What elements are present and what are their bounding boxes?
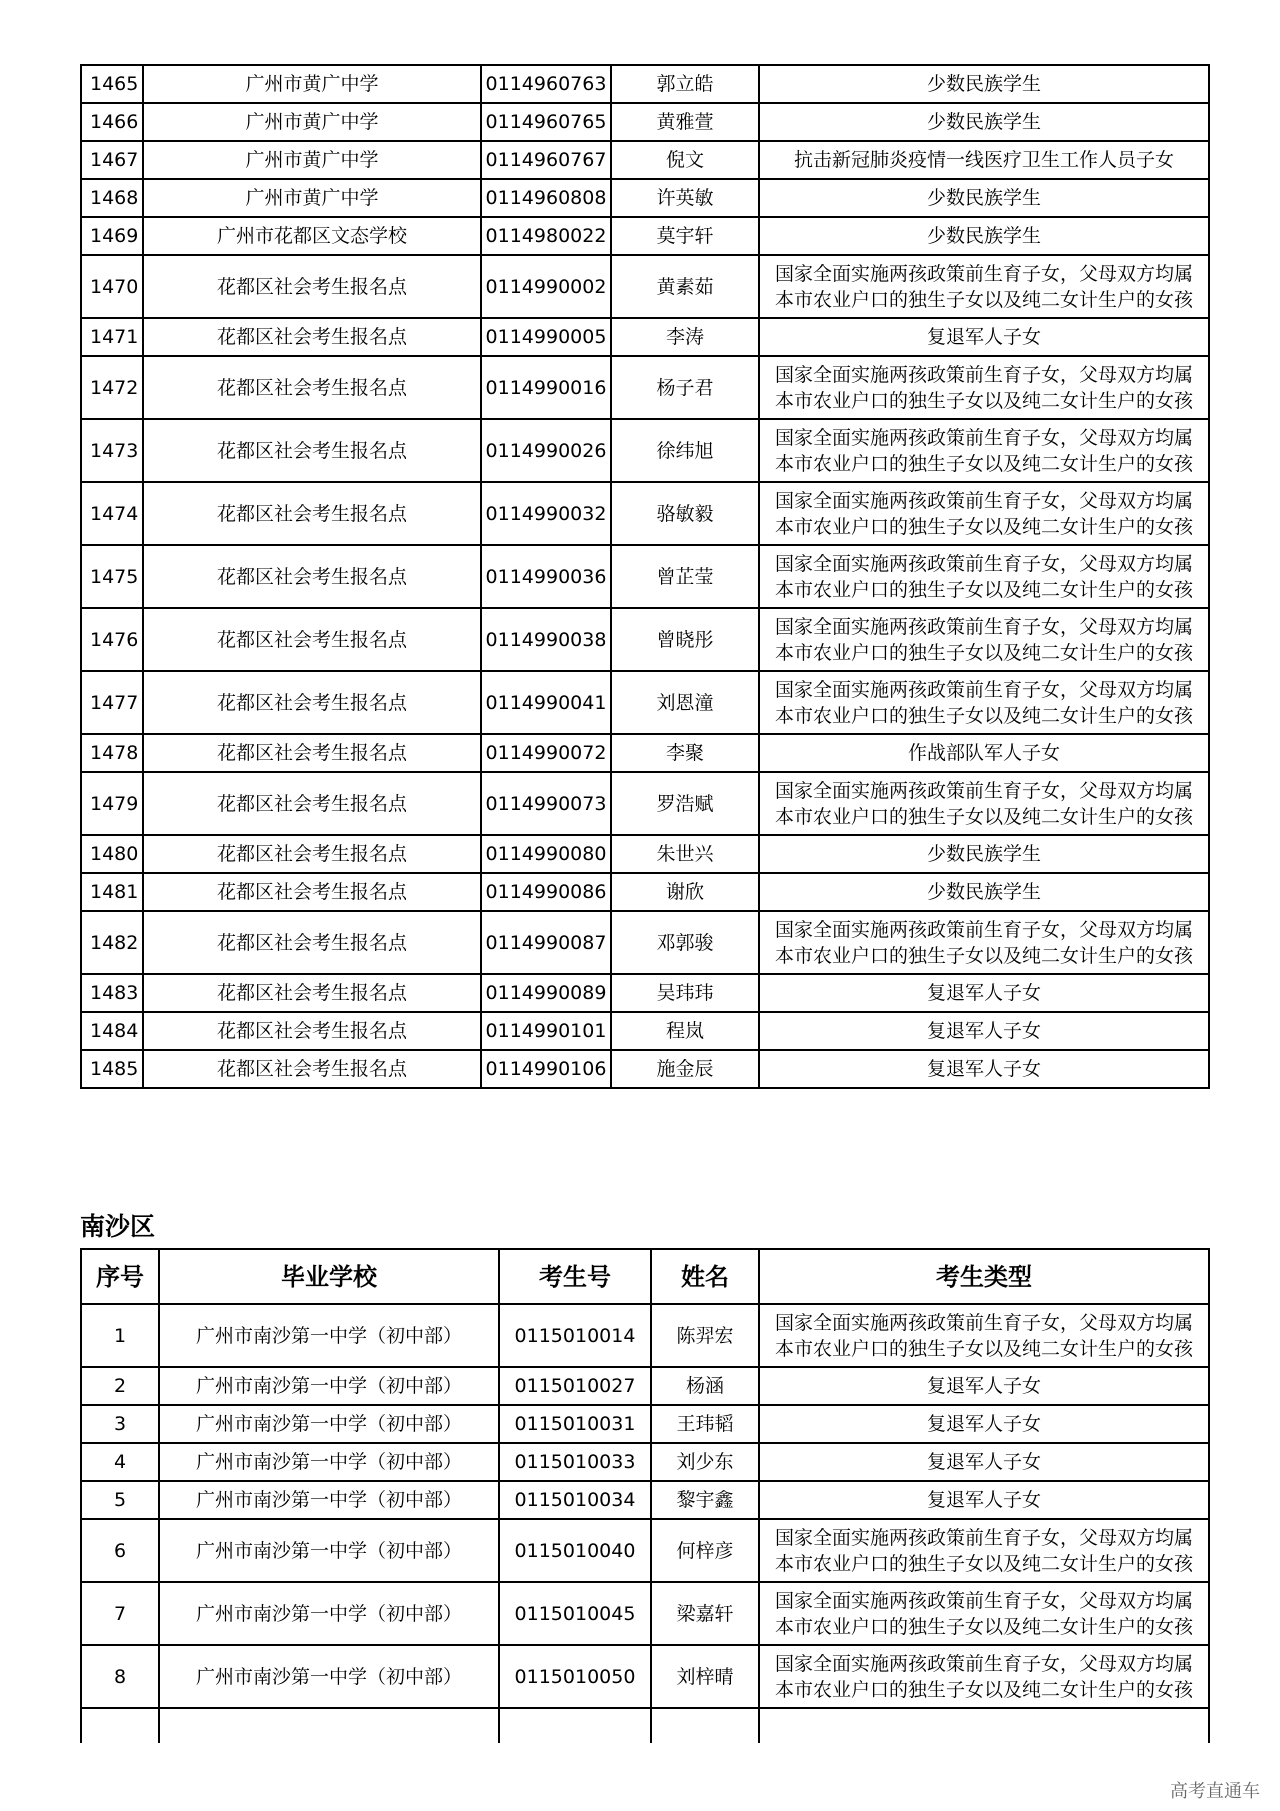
type-line: 本市农业户口的独生子女以及纯二女计生户的女孩 [774, 1552, 1193, 1575]
cell-school: 广州市黄广中学 [143, 141, 481, 179]
type-line: 作战部队军人子女 [907, 742, 1060, 764]
cell-id: 0114990089 [481, 974, 611, 1012]
cell-school: 花都区社会考生报名点 [143, 974, 481, 1012]
cell-id: 0114990026 [481, 419, 611, 482]
cell-name: 骆敏毅 [611, 482, 759, 545]
type-line: 本市农业户口的独生子女以及纯二女计生户的女孩 [774, 1337, 1193, 1360]
type-line: 复退军人子女 [926, 1375, 1041, 1397]
cell-type [759, 1050, 1209, 1088]
cell-name: 王玮韬 [651, 1405, 759, 1443]
type-line: 复退军人子女 [926, 1413, 1041, 1435]
cell-no: 1481 [81, 873, 143, 911]
cell-no: 1485 [81, 1050, 143, 1088]
cell-type [759, 1582, 1209, 1645]
type-line: 国家全面实施两孩政策前生育子女，父母双方均属 [774, 918, 1193, 941]
cell-type [759, 318, 1209, 356]
table-row [81, 1582, 1209, 1645]
cell-type [759, 545, 1209, 608]
cell-id: 0114990101 [481, 1012, 611, 1050]
cell-type [759, 103, 1209, 141]
cell-name: 谢欣 [611, 873, 759, 911]
cell-school: 花都区社会考生报名点 [143, 873, 481, 911]
cell-school: 广州市黄广中学 [143, 179, 481, 217]
cell-type [759, 734, 1209, 772]
cell-school: 广州市黄广中学 [143, 65, 481, 103]
cell-id: 0114960808 [481, 179, 611, 217]
type-line: 国家全面实施两孩政策前生育子女，父母双方均属 [774, 678, 1193, 701]
cell-school: 花都区社会考生报名点 [143, 608, 481, 671]
cell-name: 陈羿宏 [651, 1304, 759, 1367]
cell-id: 0114960765 [481, 103, 611, 141]
cell-school: 花都区社会考生报名点 [143, 545, 481, 608]
cell-id: 0115010045 [499, 1582, 651, 1645]
cell-name: 黎宇鑫 [651, 1481, 759, 1519]
type-line: 国家全面实施两孩政策前生育子女，父母双方均属 [774, 552, 1193, 575]
type-line: 本市农业户口的独生子女以及纯二女计生户的女孩 [774, 1678, 1193, 1701]
cell-school: 花都区社会考生报名点 [143, 1050, 481, 1088]
cell-no: 1472 [81, 356, 143, 419]
cell-no: 1471 [81, 318, 143, 356]
cell-school: 花都区社会考生报名点 [143, 772, 481, 835]
cell-type [759, 1519, 1209, 1582]
empty-cell [651, 1708, 759, 1743]
type-line: 本市农业户口的独生子女以及纯二女计生户的女孩 [774, 805, 1193, 828]
table-body [81, 1304, 1209, 1743]
cell-id: 0114990080 [481, 835, 611, 873]
cell-no: 1475 [81, 545, 143, 608]
cell-name: 倪文 [611, 141, 759, 179]
type-line: 国家全面实施两孩政策前生育子女，父母双方均属 [774, 426, 1193, 449]
cell-type [759, 1367, 1209, 1405]
table-row [81, 1367, 1209, 1405]
table-row [81, 1443, 1209, 1481]
header-name: 姓名 [651, 1249, 759, 1304]
cell-type [759, 419, 1209, 482]
cell-school: 广州市南沙第一中学（初中部） [159, 1405, 499, 1443]
cell-name: 刘少东 [651, 1443, 759, 1481]
cell-no: 1474 [81, 482, 143, 545]
type-line: 国家全面实施两孩政策前生育子女，父母双方均属 [774, 1652, 1193, 1675]
cell-name: 刘梓晴 [651, 1645, 759, 1708]
type-line: 国家全面实施两孩政策前生育子女，父母双方均属 [774, 363, 1193, 386]
watermark-text: 高考直通车 [1170, 1781, 1260, 1802]
cell-no: 1465 [81, 65, 143, 103]
cell-type [759, 608, 1209, 671]
type-line: 本市农业户口的独生子女以及纯二女计生户的女孩 [774, 641, 1193, 664]
cell-type [759, 217, 1209, 255]
type-line: 国家全面实施两孩政策前生育子女，父母双方均属 [774, 615, 1193, 638]
cell-school: 广州市黄广中学 [143, 103, 481, 141]
cell-school: 花都区社会考生报名点 [143, 419, 481, 482]
header-no: 序号 [81, 1249, 159, 1304]
header-type: 考生类型 [759, 1249, 1209, 1304]
type-line: 复退军人子女 [926, 982, 1041, 1004]
cell-name: 徐纬旭 [611, 419, 759, 482]
cell-type [759, 873, 1209, 911]
type-line: 本市农业户口的独生子女以及纯二女计生户的女孩 [774, 578, 1193, 601]
cell-no: 8 [81, 1645, 159, 1708]
table-row [81, 141, 1209, 179]
table-row [81, 217, 1209, 255]
cell-name: 许英敏 [611, 179, 759, 217]
type-line: 本市农业户口的独生子女以及纯二女计生户的女孩 [774, 288, 1193, 311]
table-row [81, 65, 1209, 103]
district-table-nansha [80, 1248, 1210, 1743]
type-line: 国家全面实施两孩政策前生育子女，父母双方均属 [774, 1589, 1193, 1612]
cell-id: 0115010033 [499, 1443, 651, 1481]
cell-no: 1468 [81, 179, 143, 217]
cell-no: 1477 [81, 671, 143, 734]
table-row [81, 1304, 1209, 1367]
empty-cell [499, 1708, 651, 1743]
cell-name: 杨涵 [651, 1367, 759, 1405]
cell-school: 广州市南沙第一中学（初中部） [159, 1367, 499, 1405]
cell-name: 刘恩潼 [611, 671, 759, 734]
cell-no: 1483 [81, 974, 143, 1012]
cell-name: 黄雅萱 [611, 103, 759, 141]
table-row [81, 103, 1209, 141]
cell-type [759, 1443, 1209, 1481]
cell-name: 邓郭骏 [611, 911, 759, 974]
table-row [81, 318, 1209, 356]
cell-type [759, 179, 1209, 217]
header-school: 毕业学校 [159, 1249, 499, 1304]
cell-name: 梁嘉轩 [651, 1582, 759, 1645]
cell-no: 7 [81, 1582, 159, 1645]
table-row [81, 772, 1209, 835]
type-line: 国家全面实施两孩政策前生育子女，父母双方均属 [774, 779, 1193, 802]
table-row [81, 1405, 1209, 1443]
cell-no: 1480 [81, 835, 143, 873]
table-row [81, 1481, 1209, 1519]
type-line: 复退军人子女 [926, 326, 1041, 348]
empty-cell [81, 1708, 159, 1743]
header-id: 考生号 [499, 1249, 651, 1304]
cell-school: 广州市南沙第一中学（初中部） [159, 1645, 499, 1708]
cell-name: 李聚 [611, 734, 759, 772]
cell-no: 1470 [81, 255, 143, 318]
cell-name: 莫宇轩 [611, 217, 759, 255]
cell-no: 4 [81, 1443, 159, 1481]
cell-type [759, 255, 1209, 318]
table-row [81, 608, 1209, 671]
cell-school: 广州市南沙第一中学（初中部） [159, 1519, 499, 1582]
cell-type [759, 974, 1209, 1012]
type-line: 本市农业户口的独生子女以及纯二女计生户的女孩 [774, 1615, 1193, 1638]
table-row [81, 873, 1209, 911]
cell-type [759, 65, 1209, 103]
type-line: 复退军人子女 [926, 1020, 1041, 1042]
table-row [81, 911, 1209, 974]
type-line: 少数民族学生 [926, 843, 1041, 865]
type-line: 国家全面实施两孩政策前生育子女，父母双方均属 [774, 1526, 1193, 1549]
table-row [81, 356, 1209, 419]
cell-id: 0115010031 [499, 1405, 651, 1443]
cell-type [759, 1012, 1209, 1050]
cell-type [759, 1405, 1209, 1443]
table-row [81, 1012, 1209, 1050]
cell-school: 花都区社会考生报名点 [143, 356, 481, 419]
type-line: 本市农业户口的独生子女以及纯二女计生户的女孩 [774, 944, 1193, 967]
table-row [81, 1519, 1209, 1582]
cell-id: 0115010040 [499, 1519, 651, 1582]
cell-name: 曾晓彤 [611, 608, 759, 671]
section-title: 南沙区 [80, 1212, 156, 1241]
cell-name: 黄素茹 [611, 255, 759, 318]
cell-id: 0115010014 [499, 1304, 651, 1367]
cell-name: 郭立皓 [611, 65, 759, 103]
cell-school: 花都区社会考生报名点 [143, 318, 481, 356]
cell-no: 1484 [81, 1012, 143, 1050]
cell-id: 0114990073 [481, 772, 611, 835]
cell-no: 5 [81, 1481, 159, 1519]
cell-school: 花都区社会考生报名点 [143, 1012, 481, 1050]
table-header-row [81, 1249, 1209, 1304]
cell-type [759, 1481, 1209, 1519]
cell-no: 1478 [81, 734, 143, 772]
district-table-huadu [80, 64, 1210, 1089]
cell-no: 1466 [81, 103, 143, 141]
table-row [81, 835, 1209, 873]
type-line: 少数民族学生 [926, 73, 1041, 95]
cell-id: 0115010034 [499, 1481, 651, 1519]
cell-school: 广州市南沙第一中学（初中部） [159, 1443, 499, 1481]
cell-name: 程岚 [611, 1012, 759, 1050]
table-row-continued [81, 1708, 1209, 1743]
table-row [81, 419, 1209, 482]
cell-school: 广州市花都区文态学校 [143, 217, 481, 255]
cell-name: 朱世兴 [611, 835, 759, 873]
cell-school: 花都区社会考生报名点 [143, 255, 481, 318]
cell-id: 0115010050 [499, 1645, 651, 1708]
type-line: 本市农业户口的独生子女以及纯二女计生户的女孩 [774, 704, 1193, 727]
cell-id: 0115010027 [499, 1367, 651, 1405]
cell-type [759, 141, 1209, 179]
cell-name: 施金辰 [611, 1050, 759, 1088]
cell-no: 1 [81, 1304, 159, 1367]
table-row [81, 671, 1209, 734]
empty-cell [159, 1708, 499, 1743]
cell-school: 花都区社会考生报名点 [143, 734, 481, 772]
cell-no: 3 [81, 1405, 159, 1443]
type-line: 国家全面实施两孩政策前生育子女，父母双方均属 [774, 262, 1193, 285]
type-line: 复退军人子女 [926, 1451, 1041, 1473]
cell-school: 广州市南沙第一中学（初中部） [159, 1582, 499, 1645]
table-row [81, 1645, 1209, 1708]
table-row [81, 179, 1209, 217]
type-line: 少数民族学生 [926, 111, 1041, 133]
cell-id: 0114980022 [481, 217, 611, 255]
cell-type [759, 772, 1209, 835]
type-line: 本市农业户口的独生子女以及纯二女计生户的女孩 [774, 389, 1193, 412]
cell-type [759, 671, 1209, 734]
cell-name: 曾芷莹 [611, 545, 759, 608]
cell-type [759, 911, 1209, 974]
cell-type [759, 356, 1209, 419]
cell-school: 花都区社会考生报名点 [143, 835, 481, 873]
cell-no: 2 [81, 1367, 159, 1405]
type-line: 本市农业户口的独生子女以及纯二女计生户的女孩 [774, 452, 1193, 475]
type-line: 抗击新冠肺炎疫情一线医疗卫生工作人员子女 [793, 149, 1174, 171]
table-row [81, 734, 1209, 772]
cell-id: 0114990002 [481, 255, 611, 318]
cell-no: 1482 [81, 911, 143, 974]
cell-school: 花都区社会考生报名点 [143, 911, 481, 974]
cell-id: 0114990106 [481, 1050, 611, 1088]
table-row [81, 255, 1209, 318]
cell-type [759, 1645, 1209, 1708]
cell-id: 0114990087 [481, 911, 611, 974]
cell-no: 1473 [81, 419, 143, 482]
table-row [81, 482, 1209, 545]
table-row [81, 545, 1209, 608]
type-line: 复退军人子女 [926, 1058, 1041, 1080]
cell-no: 1469 [81, 217, 143, 255]
cell-no: 1467 [81, 141, 143, 179]
type-line: 少数民族学生 [926, 881, 1041, 903]
cell-id: 0114960767 [481, 141, 611, 179]
type-line: 国家全面实施两孩政策前生育子女，父母双方均属 [774, 489, 1193, 512]
cell-id: 0114990036 [481, 545, 611, 608]
cell-id: 0114990005 [481, 318, 611, 356]
cell-id: 0114990072 [481, 734, 611, 772]
cell-id: 0114960763 [481, 65, 611, 103]
cell-type [759, 482, 1209, 545]
type-line: 少数民族学生 [926, 225, 1041, 247]
cell-id: 0114990086 [481, 873, 611, 911]
cell-type [759, 835, 1209, 873]
empty-cell [759, 1708, 1209, 1743]
cell-school: 广州市南沙第一中学（初中部） [159, 1481, 499, 1519]
cell-name: 杨子君 [611, 356, 759, 419]
cell-id: 0114990038 [481, 608, 611, 671]
cell-id: 0114990016 [481, 356, 611, 419]
cell-school: 广州市南沙第一中学（初中部） [159, 1304, 499, 1367]
cell-no: 1479 [81, 772, 143, 835]
table-body [81, 65, 1209, 1088]
cell-school: 花都区社会考生报名点 [143, 482, 481, 545]
type-line: 本市农业户口的独生子女以及纯二女计生户的女孩 [774, 515, 1193, 538]
cell-no: 6 [81, 1519, 159, 1582]
type-line: 少数民族学生 [926, 187, 1041, 209]
cell-no: 1476 [81, 608, 143, 671]
cell-id: 0114990041 [481, 671, 611, 734]
cell-id: 0114990032 [481, 482, 611, 545]
cell-school: 花都区社会考生报名点 [143, 671, 481, 734]
cell-name: 李涛 [611, 318, 759, 356]
table-row [81, 1050, 1209, 1088]
cell-name: 何梓彦 [651, 1519, 759, 1582]
cell-name: 罗浩赋 [611, 772, 759, 835]
type-line: 复退军人子女 [926, 1489, 1041, 1511]
table-row [81, 974, 1209, 1012]
type-line: 国家全面实施两孩政策前生育子女，父母双方均属 [774, 1311, 1193, 1334]
cell-name: 吴玮玮 [611, 974, 759, 1012]
cell-type [759, 1304, 1209, 1367]
